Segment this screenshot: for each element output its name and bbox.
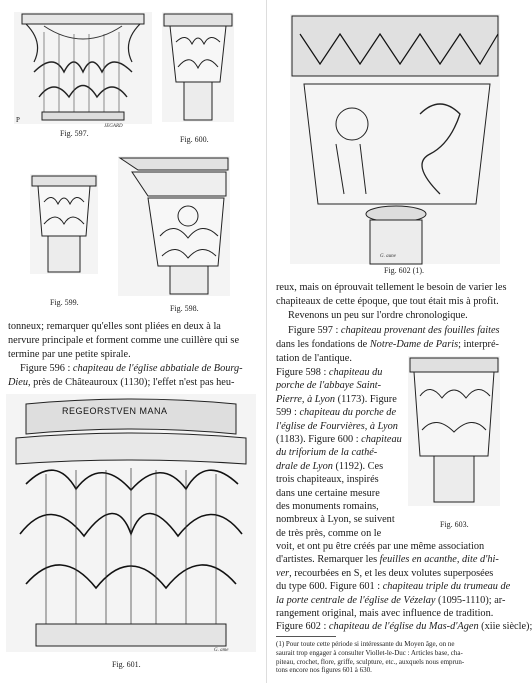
figure-597-letter: P bbox=[16, 116, 20, 124]
right-intro-line-1: reux, mais on éprouvait tellement le besoin de varier les bbox=[276, 282, 507, 293]
text-run-pre: (1183). Figure 600 : bbox=[276, 434, 362, 445]
footnote-line: saurait trop engager à consulter Viollet-le-Duc : Articles base, cha- bbox=[276, 648, 463, 657]
p597-label: Figure 597 : bbox=[288, 325, 341, 336]
text-run-it: chapiteau bbox=[361, 434, 402, 445]
figure-601-signature: G. ame bbox=[214, 648, 229, 653]
p596-label: Figure 596 : bbox=[20, 363, 73, 374]
figure-597-caption: Fig. 597. bbox=[60, 129, 89, 138]
wide-block-line bbox=[276, 580, 511, 593]
text-run-it: chapiteau du porche de bbox=[299, 407, 397, 419]
left-text-line-3: termine par une petite spirale. bbox=[8, 349, 131, 360]
right-597-line-3: tation de l'antique. bbox=[276, 353, 352, 364]
figure-602 bbox=[290, 14, 500, 264]
narrow-block-line bbox=[276, 446, 404, 459]
text-run-post: (1173). Figure bbox=[335, 393, 397, 405]
p597-line2-italic: Notre-Dame de Paris bbox=[369, 339, 459, 350]
text-run-pre: trois chapiteaux, inspirés bbox=[276, 474, 379, 486]
wide-block-line bbox=[276, 594, 506, 607]
figure-603 bbox=[408, 356, 500, 506]
footnote-line: tons encore nos figures 601 à 630. bbox=[276, 666, 372, 675]
figure-600 bbox=[162, 12, 234, 122]
narrow-block-line bbox=[276, 433, 404, 446]
footnote-line: (1) Pour toute cette période si intéressante du Moyen âge, on ne bbox=[276, 640, 455, 648]
text-run-it: Pierre, à Lyon bbox=[276, 393, 336, 405]
text-run-it: chapiteau du bbox=[328, 367, 383, 378]
text-run-post: (1192). Ces bbox=[332, 460, 384, 472]
corinthian-capital-illustration bbox=[14, 12, 152, 124]
narrow-block-line bbox=[276, 393, 404, 406]
footnote-rule bbox=[276, 636, 336, 637]
p597-line2-pre: dans les fondations de bbox=[276, 339, 370, 350]
figure-603-caption: Fig. 603. bbox=[440, 520, 469, 529]
text-run-pre: des monuments romains, bbox=[276, 501, 379, 512]
text-run-it: chapiteau triple du trumeau de bbox=[382, 581, 511, 593]
right-597-line-1 bbox=[288, 324, 500, 337]
left-text-line-2: nervure principale et forment comme une cuillère qui se bbox=[8, 335, 240, 346]
right-intro-line-2: chapiteaux de cette époque, que tout était mis à profit. bbox=[276, 296, 499, 307]
right-intro-line-3: Revenons un peu sur l'ordre chronologique. bbox=[288, 310, 468, 321]
right-597-line-2 bbox=[276, 338, 500, 351]
narrow-block-line bbox=[276, 473, 404, 486]
text-run-it: la porte centrale de l'église de Vézelay bbox=[276, 594, 436, 606]
text-run-pre: du type 600. Figure 601 : bbox=[276, 581, 383, 593]
text-run-pre: Figure 602 : bbox=[276, 621, 329, 633]
p596-italic: chapiteau de l'église abbatiale de Bourg- bbox=[72, 363, 243, 374]
text-run-post: , recourbées en S, et les deux volutes superposées bbox=[289, 567, 494, 579]
text-run-pre: dans une certaine mesure bbox=[276, 487, 380, 499]
text-run-it: ver bbox=[276, 567, 290, 579]
abbey-porch-capital-illustration bbox=[118, 156, 230, 296]
triforium-capital-illustration bbox=[162, 12, 234, 122]
wide-block-line bbox=[276, 567, 500, 580]
text-run-it: drale de Lyon bbox=[276, 460, 333, 472]
text-run-pre: voit, et ont pu être créés par une même association bbox=[276, 541, 485, 552]
text-run-pre: Figure 598 : bbox=[276, 367, 329, 378]
narrow-block-line bbox=[276, 487, 404, 500]
text-run-pre: de très près, comme on le bbox=[276, 527, 382, 539]
figure-599-caption: Fig. 599. bbox=[50, 298, 79, 307]
figure-601-inscription: REGEORSTVEN MANA bbox=[62, 406, 168, 416]
figure-598 bbox=[118, 156, 230, 296]
p597-line2-post: ; interpré- bbox=[458, 339, 499, 350]
text-run-it: porche de l'abbaye Saint- bbox=[276, 380, 382, 392]
figure-601 bbox=[6, 394, 256, 652]
text-run-it: feuilles en acanthe, dite d'hi- bbox=[379, 554, 499, 566]
wide-block-line bbox=[276, 553, 500, 566]
narrow-block-line bbox=[276, 420, 404, 433]
wide-block-line bbox=[276, 607, 500, 620]
text-run-pre: nombreux à Lyon, se suivent bbox=[276, 514, 395, 526]
narrow-block-line bbox=[276, 460, 404, 473]
figure-597-signature: JEGARD bbox=[104, 124, 123, 129]
wide-block-line bbox=[276, 540, 500, 553]
text-run-post: (1095-1110); ar- bbox=[435, 594, 506, 606]
p596-line2-rest: , près de Châteauroux (1130); l'effet n'est pas heu- bbox=[28, 377, 235, 388]
figure-597 bbox=[14, 12, 152, 124]
text-run-pre: 599 : bbox=[276, 407, 300, 419]
narrow-block-line bbox=[276, 513, 404, 526]
narrow-block-line bbox=[276, 527, 404, 540]
wide-block-line bbox=[276, 620, 532, 633]
mas-dagen-capital-illustration bbox=[290, 14, 500, 264]
vezelay-triple-capital-illustration bbox=[6, 394, 256, 652]
narrow-block-line bbox=[276, 406, 404, 419]
text-run-pre: rangement original, mais avec influence de tradition. bbox=[276, 608, 494, 619]
narrow-block-line bbox=[276, 366, 404, 379]
p597-text: chapiteau provenant des fouilles faites bbox=[340, 325, 500, 336]
text-run-it: l'église de Fourvières, à Lyon bbox=[276, 420, 398, 432]
text-run-it: chapiteau de l'église du Mas-d'Agen bbox=[328, 621, 479, 633]
left-paragraph-596-line-1 bbox=[20, 362, 262, 375]
figure-601-caption: Fig. 601. bbox=[112, 660, 141, 669]
text-run-pre: d'artistes. Remarquer les bbox=[276, 554, 380, 566]
p596-line2-italic: Dieu bbox=[8, 377, 29, 388]
footnote-line: piteau, crochet, flore, griffe, sculpture, etc., auxquels nous emprun- bbox=[276, 657, 465, 666]
text-run-it: du triforium de la cathé- bbox=[276, 447, 378, 459]
text-run-post: (xiie siècle); bbox=[478, 621, 532, 633]
figure-602-caption: Fig. 602 (1). bbox=[384, 266, 424, 275]
figure-599 bbox=[30, 174, 98, 274]
figure-600-caption: Fig. 600. bbox=[180, 135, 209, 144]
left-paragraph-596-line-2 bbox=[8, 376, 262, 389]
figure-598-caption: Fig. 598. bbox=[170, 304, 199, 313]
left-text-line-1: tonneux; remarquer qu'elles sont pliées en deux à la bbox=[8, 321, 221, 332]
narrow-block-line bbox=[276, 500, 404, 513]
column-gutter bbox=[266, 0, 267, 683]
porch-capital-illustration bbox=[30, 174, 98, 274]
narrow-block-line bbox=[276, 379, 404, 392]
capital-603-illustration bbox=[408, 356, 500, 506]
figure-602-signature: G. aune bbox=[380, 254, 396, 259]
